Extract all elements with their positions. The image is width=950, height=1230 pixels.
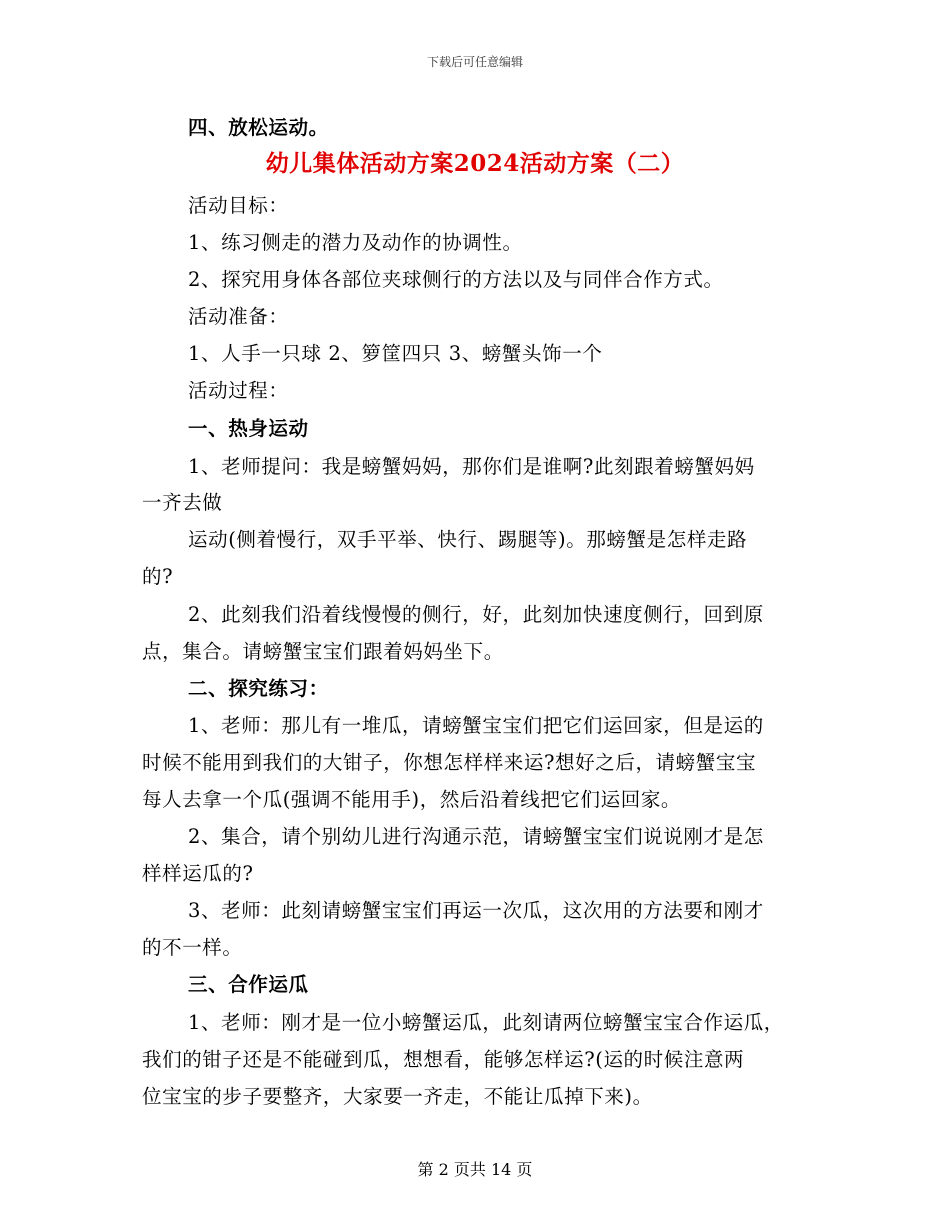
paragraph-line: 2、集合，请个别幼儿进行沟通示范，请螃蟹宝宝们说说刚才是怎	[188, 825, 764, 848]
goals-label: 活动目标：	[188, 194, 289, 217]
document-title: 幼儿集体活动方案2024活动方案（二）	[265, 150, 685, 177]
paragraph-line: 1、老师提问：我是螃蟹妈妈，那你们是谁啊?此刻跟着螃蟹妈妈	[188, 455, 755, 478]
paragraph-line: 位宝宝的步子要整齐，大家要一齐走，不能让瓜掉下来)。	[142, 1085, 653, 1108]
paragraph-line: 的不一样。	[142, 936, 243, 959]
paragraph-line: 我们的钳子还是不能碰到瓜，想想看，能够怎样运?(运的时候注意两	[142, 1048, 745, 1071]
process-label: 活动过程：	[188, 379, 289, 402]
paragraph-line: 的?	[142, 565, 174, 588]
paragraph-line: 一齐去做	[142, 491, 223, 514]
page-footer: 第 2 页共 14 页	[417, 1160, 533, 1179]
paragraph-line: 样样运瓜的?	[142, 862, 254, 885]
page-header: 下载后可任意编辑	[426, 55, 523, 69]
prep-label: 活动准备：	[188, 305, 289, 328]
section-heading-explore: 二、探究练习：	[188, 677, 329, 700]
paragraph-line: 2、此刻我们沿着线慢慢的侧行，好，此刻加快速度侧行，回到原	[188, 603, 764, 626]
section-heading-warmup: 一、热身运动	[188, 417, 309, 440]
paragraph-line: 时候不能用到我们的大钳子，你想怎样样来运?想好之后，请螃蟹宝宝	[142, 751, 757, 774]
prep-items: 1、人手一只球 2、箩筐四只 3、螃蟹头饰一个	[188, 342, 603, 365]
paragraph-line: 3、老师：此刻请螃蟹宝宝们再运一次瓜，这次用的方法要和刚才	[188, 899, 764, 922]
paragraph-line: 点，集合。请螃蟹宝宝们跟着妈妈坐下。	[142, 640, 504, 663]
paragraph-line: 运动(侧着慢行，双手平举、快行、踢腿等)。那螃蟹是怎样走路	[188, 528, 748, 551]
paragraph-line: 1、老师：那儿有一堆瓜，请螃蟹宝宝们把它们运回家，但是运的	[188, 714, 764, 737]
paragraph-line: 1、老师：刚才是一位小螃蟹运瓜，此刻请两位螃蟹宝宝合作运瓜，	[188, 1011, 784, 1034]
goal-item-1: 1、练习侧走的潜力及动作的协调性。	[188, 231, 523, 254]
goal-item-2: 2、探究用身体各部位夹球侧行的方法以及与同伴合作方式。	[188, 268, 724, 291]
section-heading-relax: 四、放松运动。	[188, 116, 329, 139]
paragraph-line: 每人去拿一个瓜(强调不能用手)，然后沿着线把它们运回家。	[142, 788, 682, 811]
section-heading-cooperate: 三、合作运瓜	[188, 973, 309, 996]
